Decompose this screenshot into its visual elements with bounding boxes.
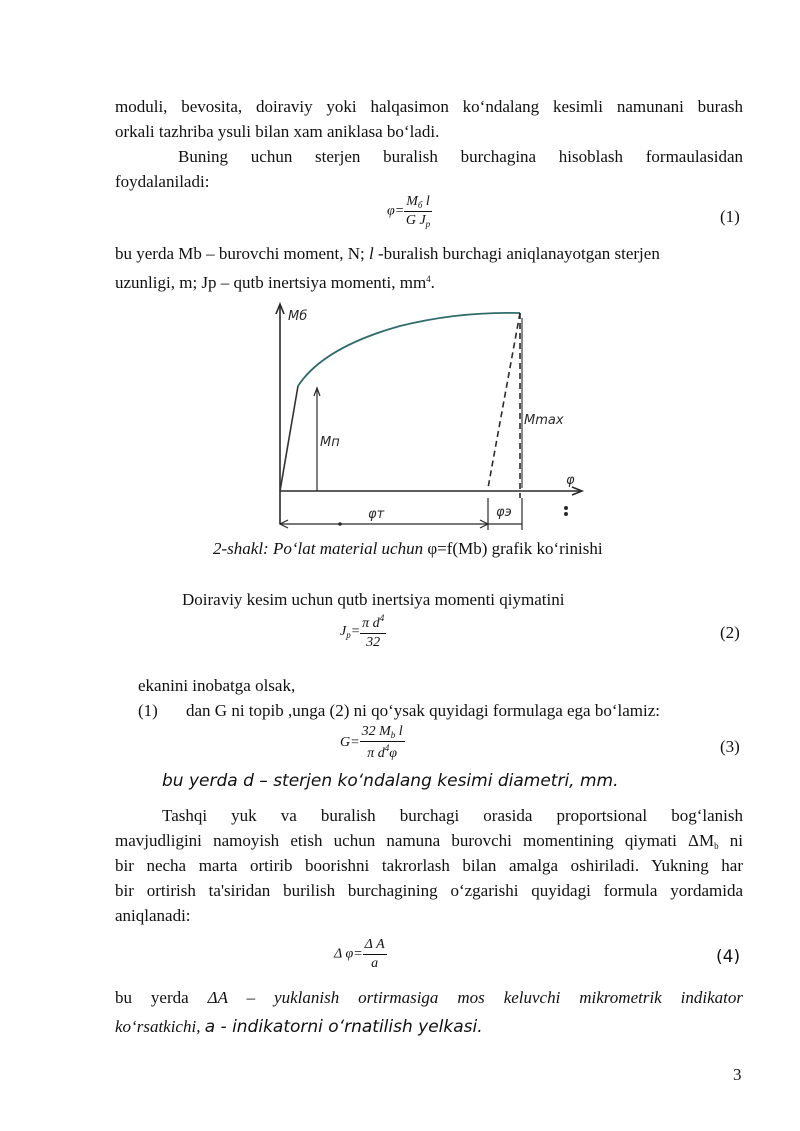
figure-torque-curve <box>298 313 520 386</box>
eq2-lhs-sub: p <box>346 630 351 641</box>
p3-length-symbol: l <box>369 244 374 263</box>
paragraph-4-line-1: Doiraviy kesim uchun qutb inertsiya momenti qiymatini <box>182 590 565 609</box>
equation-2-number: (2) <box>720 623 740 642</box>
equation-1-number: (1) <box>720 207 740 226</box>
paragraph-8-line-1 <box>115 988 743 1008</box>
figure-caption-italic: 2-shakl: Po‘lat material uchun <box>213 539 428 558</box>
figure-elastic-line <box>280 386 298 491</box>
p7-line2-sub: b <box>714 841 719 851</box>
p3-line1-a: bu yerda Mb – burovchi moment, N; <box>115 244 370 263</box>
figure-mp-label: Mп <box>320 435 340 450</box>
eq3-lhs: G= <box>340 735 360 751</box>
eq3-num-main: 32 M <box>361 724 391 739</box>
paragraph-5-line-2-number: (1) <box>138 701 158 720</box>
eq2-lhs-main: J <box>340 624 347 640</box>
paragraph-7-line-2 <box>115 831 743 856</box>
paragraph-7-line-1: Tashqi yuk va buralish burchagi orasida proportsional bog‘lanish <box>162 806 743 825</box>
p3-line2-b: . <box>430 273 435 292</box>
p8-line1-b: ΔA – yuklanish ortirmasiga mos keluvchi mikrometrik indikator <box>207 988 743 1007</box>
figure-mmax-label: Mmax <box>524 413 564 428</box>
eq1-den-main: G J <box>405 213 426 228</box>
paragraph-5-line-1: ekanini inobatga olsak, <box>138 676 296 695</box>
paragraph-1-line-2: orkali tazhriba ysuli bilan xam aniklasa bo‘ladi. <box>115 122 440 141</box>
eq2-num-main: π d <box>362 616 380 631</box>
paragraph-5-line-2: dan G ni topib ,unga (2) ni qo‘ysak quyidagi formulaga ega bo‘lamiz: <box>186 701 660 720</box>
figure-phi-t-label: φт <box>368 507 385 522</box>
eq2-den: 32 <box>366 635 381 650</box>
eq2-num-sup: 4 <box>379 613 385 623</box>
paragraph-7-line-4: bir ortirish ta'siridan burilish burchagining o‘zgarishi quyidagi formula yordamida <box>115 881 743 900</box>
p8-line2-a: ko‘rsatkichi, <box>115 1017 205 1036</box>
equation-3 <box>340 724 405 762</box>
figure-y-label: Mб <box>288 309 308 324</box>
equation-2 <box>340 613 386 651</box>
figure-phi-e-label: φэ <box>496 505 512 520</box>
equation-3-number: (3) <box>720 737 740 756</box>
eq3-den-tail: φ <box>389 746 397 761</box>
paragraph-8-line-2 <box>115 1017 483 1037</box>
p8-line2-b: a - indikatorni o‘rnatilish yelkasi. <box>204 1017 483 1037</box>
figure-caption-plain: φ=f(Mb) grafik ko‘rinishi <box>427 539 603 558</box>
eq1-den-sub: p <box>425 219 431 229</box>
p3-line2-a: uzunligi, m; Jp – qutb inertsiya momenti, mm <box>115 273 427 292</box>
eq4-num: Δ A <box>363 937 387 955</box>
paragraph-7-line-5: aniqlanadi: <box>115 906 191 925</box>
figure-caption <box>213 539 603 559</box>
paragraph-7-line-3: bir necha marta ortirib boorishni takrorlash bilan amalga oshiriladi. Yukning har <box>115 856 743 875</box>
paragraph-3-line-1 <box>115 244 660 264</box>
eq3-den-sup: 4 <box>384 743 390 753</box>
equation-4-fraction <box>363 937 387 972</box>
p3-line2-sup: 4 <box>426 274 431 284</box>
paragraph-6-line-1: bu yerda d – sterjen ko‘ndalang kesimi diametri, mm. <box>162 771 619 791</box>
eq1-num-sub: б <box>417 200 423 210</box>
equation-1-fraction <box>404 194 432 229</box>
paragraph-2-line-1: Buning uchun sterjen buralish burchagina hisoblash formaulasidan <box>178 147 743 166</box>
eq3-num-sub: b <box>390 730 396 740</box>
torque-twist-figure <box>270 298 590 530</box>
equation-4 <box>334 937 387 972</box>
eq3-num-tail: l <box>395 724 403 739</box>
page-number: 3 <box>733 1065 742 1084</box>
figure-unload-dashed <box>488 313 520 488</box>
equation-2-fraction <box>360 613 386 651</box>
p8-line1-a: bu yerda <box>115 988 208 1007</box>
equation-4-number: (4) <box>716 947 741 967</box>
equation-1-lhs: φ= <box>387 203 405 219</box>
p7-line2-b: ni <box>718 831 743 850</box>
p7-line2-a: mavjudligini namoyish etish uchun namuna burovchi momentining qiymati ΔM <box>115 831 715 850</box>
equation-3-fraction <box>360 724 405 762</box>
eq4-lhs: Δ φ= <box>334 946 363 962</box>
figure-x-label: φ <box>566 473 575 488</box>
paragraph-2-line-2: foydalaniladi: <box>115 172 210 191</box>
p3-line1-b: -buralish burchagi aniqlanayotgan sterjen <box>373 244 660 263</box>
eq1-num-main: M <box>406 194 418 209</box>
paragraph-1-line-1: moduli, bevosita, doiraviy yoki halqasimon ko‘ndalang kesimli namunani burash <box>115 97 743 116</box>
eq2-equals: = <box>350 624 361 640</box>
eq1-num-tail: l <box>422 194 430 209</box>
eq3-den-main: π d <box>367 746 385 761</box>
paragraph-3-line-2 <box>115 269 435 293</box>
eq4-den: a <box>371 956 379 971</box>
equation-1 <box>387 194 432 229</box>
